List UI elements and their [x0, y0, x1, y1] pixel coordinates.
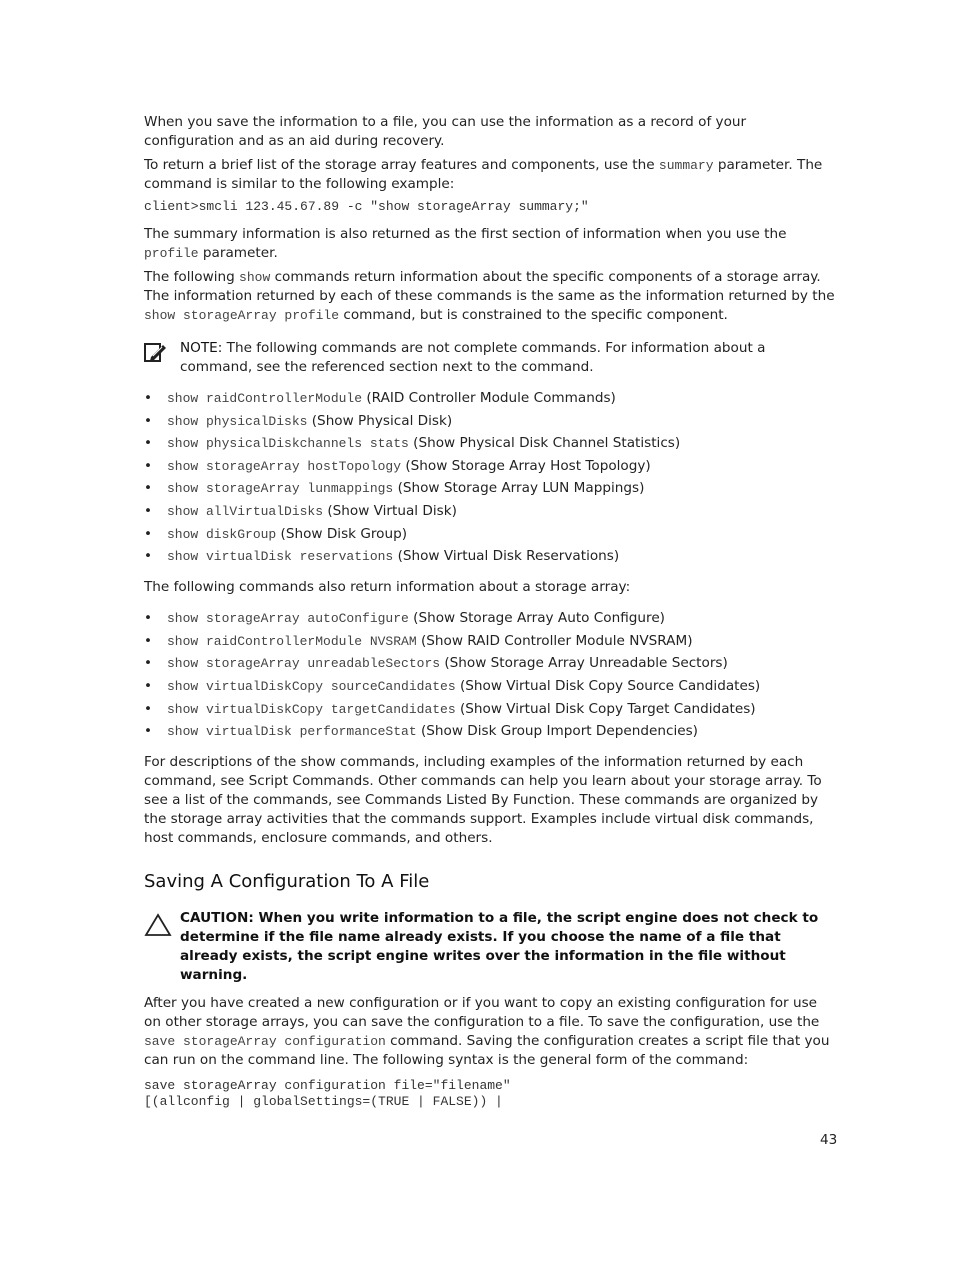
bullet: • [144, 548, 153, 565]
command-desc: (Show Storage Array Unreadable Sectors) [440, 655, 728, 672]
list-item [144, 457, 838, 476]
bullet: • [144, 677, 153, 694]
note-text: The following commands are not complete commands. For information about a command, see the referenced section next to the command. [180, 340, 766, 375]
code-line: save storageArray configuration file="filename" [144, 1078, 511, 1094]
additional-commands-list [144, 609, 838, 741]
bullet: • [144, 390, 153, 406]
caution-box [144, 909, 838, 985]
save-config-paragraph [144, 994, 838, 1070]
intro-paragraph-2 [144, 156, 838, 194]
inline-code: profile [144, 246, 199, 261]
bullet: • [144, 412, 153, 429]
inline-code: show [239, 270, 271, 285]
command-code: show allVirtualDisks [167, 503, 324, 519]
intro-paragraph-3 [144, 225, 838, 263]
list-item [144, 722, 838, 741]
pencil-note-icon [144, 342, 168, 364]
mid-paragraph: The following commands also return information about a storage array: [144, 579, 631, 596]
command-code: show physicalDisks [167, 413, 308, 429]
inline-code: save storageArray configuration [144, 1034, 386, 1050]
caution-text: CAUTION: When you write information to a file, the script engine does not check to determine if the file name already exists. If you choose the name of a file that already exists, the script engine writes over the information in the file without warning. [180, 910, 819, 984]
text: parameter. The command is similar to the following example: [144, 157, 823, 192]
command-desc: (Show Virtual Disk) [323, 502, 457, 519]
command-desc: (Show RAID Controller Module NVSRAM) [416, 632, 693, 649]
bullet: • [144, 700, 153, 717]
command-desc: (Show Disk Group) [276, 525, 408, 542]
text: command. Saving the configuration creates a script file that you can run on the command line. The following syntax is the general form of the command: [144, 1033, 830, 1069]
list-item [144, 654, 838, 673]
bullet: • [144, 525, 153, 542]
command-code: show virtualDiskCopy sourceCandidates [167, 678, 456, 694]
page-number: 43 [820, 1132, 838, 1148]
command-desc: (Show Disk Group Import Dependencies) [416, 723, 698, 740]
list-item [144, 609, 838, 628]
list-item [144, 700, 838, 719]
bullet: • [144, 457, 153, 474]
command-desc: (Show Storage Array LUN Mappings) [393, 480, 645, 497]
command-desc: (RAID Controller Module Commands) [362, 390, 616, 406]
command-code: show storageArray unreadableSectors [167, 656, 441, 672]
inline-code: summary [658, 158, 714, 173]
command-desc: (Show Physical Disk Channel Statistics) [408, 435, 681, 452]
text: After you have created a new configuration or if you want to copy an existing configuration for use on other storage arrays, you can save the configuration to a file. To save the configuration, use the [144, 995, 820, 1031]
command-desc: (Show Virtual Disk Copy Target Candidates) [455, 700, 756, 717]
bullet: • [144, 435, 153, 452]
list-item [144, 389, 838, 408]
text: commands return information about the specific components of a storage array. The information returned by each of these commands is the same as the information returned by the [144, 269, 835, 304]
command-code: show storageArray autoConfigure [167, 611, 409, 627]
section-heading: Saving A Configuration To A File [144, 871, 430, 893]
bullet: • [144, 655, 153, 672]
command-code: show storageArray hostTopology [167, 458, 402, 474]
save-syntax-code [144, 1078, 838, 1110]
list-item [144, 434, 838, 453]
show-commands-list [144, 389, 838, 566]
list-item [144, 502, 838, 521]
command-code: show raidControllerModule NVSRAM [167, 633, 417, 649]
bullet: • [144, 480, 153, 497]
list-item [144, 547, 838, 566]
note-box [144, 339, 838, 377]
bullet: • [144, 610, 153, 627]
descriptions-paragraph: For descriptions of the show commands, including examples of the information returned by each command, see Script Commands. Other commands can help you learn about your storage array. To see a list of the commands, see Commands Listed By Function. These commands are organized by the storage array activities that the commands support. Examples include virtual disk commands, host commands, enclosure commands, and others. [144, 754, 822, 847]
list-item [144, 525, 838, 544]
command-code: show raidControllerModule [167, 391, 363, 406]
command-desc: (Show Physical Disk) [307, 412, 453, 429]
command-desc: (Show Virtual Disk Reservations) [393, 548, 620, 565]
text: To return a brief list of the storage array features and components, use the [144, 157, 659, 173]
command-code: show physicalDiskchannels stats [167, 436, 409, 452]
text: The summary information is also returned as the first section of information when you use the [144, 226, 787, 242]
note-label: NOTE: [180, 340, 223, 356]
command-code: show storageArray lunmappings [167, 481, 394, 497]
inline-code: show storageArray profile [144, 308, 340, 323]
text: command, but is constrained to the specific component. [339, 307, 728, 323]
warning-triangle-icon [144, 913, 172, 937]
intro-paragraph-4 [144, 268, 838, 325]
command-desc: (Show Storage Array Auto Configure) [408, 610, 665, 627]
command-code: show virtualDiskCopy targetCandidates [167, 701, 456, 717]
command-code: show diskGroup [167, 526, 277, 542]
bullet: • [144, 723, 153, 740]
list-item [144, 677, 838, 696]
list-item [144, 479, 838, 498]
code-line: [(allconfig | globalSettings=(TRUE | FALSE)) | [144, 1094, 503, 1110]
text: The following [144, 269, 240, 285]
command-code: show virtualDisk performanceStat [167, 724, 417, 740]
bullet: • [144, 632, 153, 649]
command-desc: (Show Virtual Disk Copy Source Candidates) [455, 677, 761, 694]
list-item [144, 632, 838, 651]
intro-paragraph-1: When you save the information to a file, you can use the information as a record of your configuration and as an aid during recovery. [144, 114, 747, 149]
command-code: show virtualDisk reservations [167, 549, 394, 565]
text: parameter. [198, 245, 278, 261]
list-item [144, 412, 838, 431]
bullet: • [144, 502, 153, 519]
code-example: client>smcli 123.45.67.89 -c "show storageArray summary;" [144, 199, 589, 214]
command-desc: (Show Storage Array Host Topology) [401, 457, 651, 474]
page-content [144, 113, 838, 1120]
